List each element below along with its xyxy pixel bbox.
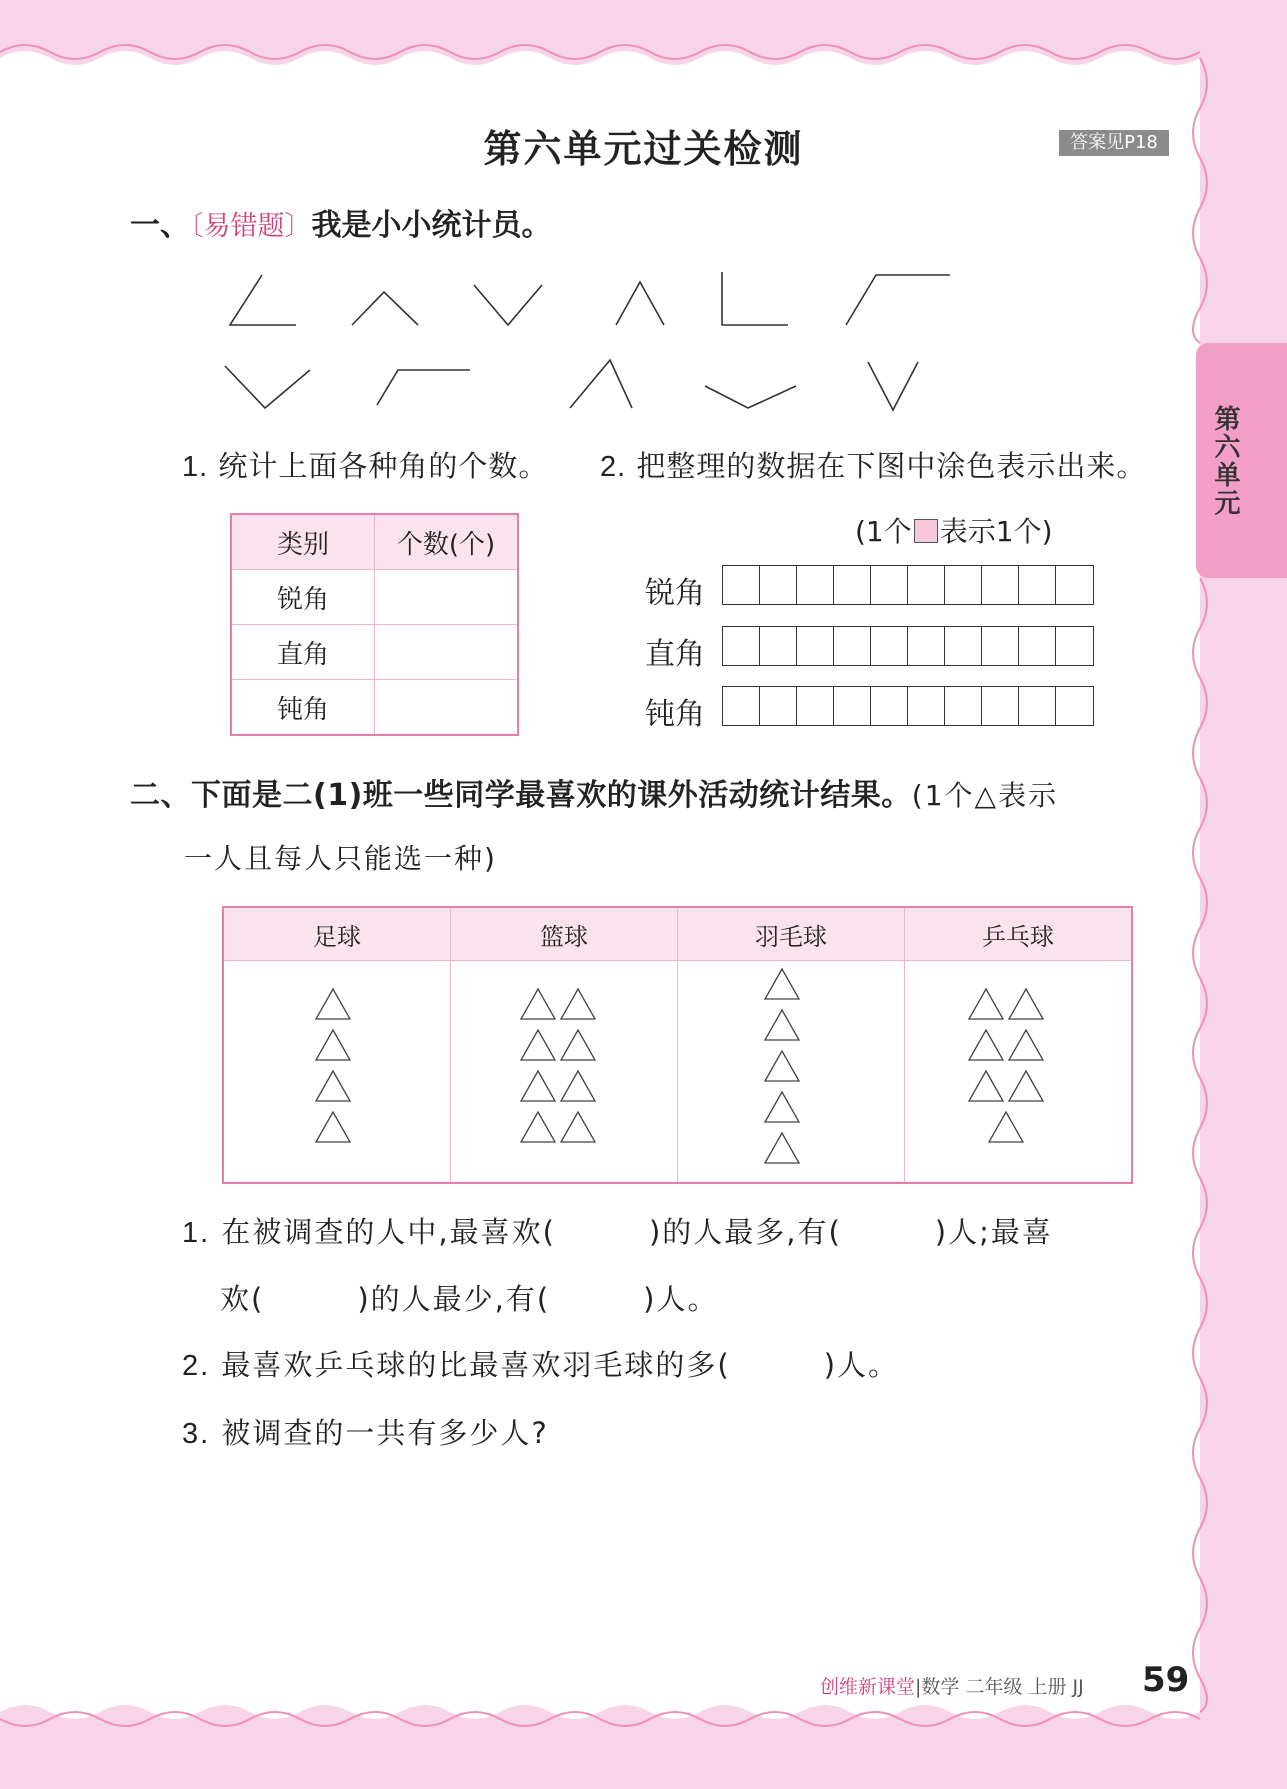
section2-question1 xyxy=(182,1210,1053,1251)
triangle-mark xyxy=(1009,989,1043,1019)
page-number: 59 xyxy=(1142,1660,1190,1700)
row-label: 锐角 xyxy=(231,570,375,625)
table-header: 乒乓球 xyxy=(905,907,1133,961)
triangle-mark xyxy=(765,1133,799,1163)
triangle-mark xyxy=(561,989,595,1019)
legend-text-after: 表示1个) xyxy=(939,515,1053,548)
triangle-mark xyxy=(1009,1030,1043,1060)
table-header: 类别 xyxy=(231,514,375,570)
question-number: 1. xyxy=(182,451,209,483)
legend-text-before: (1个 xyxy=(855,515,912,548)
triangle-mark xyxy=(316,1030,350,1060)
section2-question1-line2: 欢( )的人最少,有( )人。 xyxy=(220,1282,719,1316)
section2-title: 下面是二(1)班一些同学最喜欢的课外活动统计结果。 xyxy=(191,778,912,813)
section2-question2 xyxy=(182,1343,899,1384)
triangle-mark xyxy=(316,989,350,1019)
triangle-mark xyxy=(969,1030,1003,1060)
question-text: 在被调查的人中,最喜欢( )的人最多,有( )人;最喜 xyxy=(221,1215,1053,1249)
triangle-mark xyxy=(521,1112,555,1142)
answer-reference: 答案见P18 xyxy=(1059,130,1169,156)
grid-row-label: 直角 xyxy=(645,637,705,672)
question-text: 最喜欢乒乓球的比最喜欢羽毛球的多( )人。 xyxy=(221,1348,900,1382)
section1-prefix: 一、 xyxy=(130,208,190,243)
triangle-mark xyxy=(989,1112,1023,1142)
section2-question3 xyxy=(182,1411,549,1452)
error-prone-tag: 〔易错题〕 xyxy=(190,211,312,242)
table-header: 足球 xyxy=(223,907,451,961)
table-header: 个数(个) xyxy=(375,514,519,570)
section2-prefix: 二、 xyxy=(130,778,191,813)
row-label: 钝角 xyxy=(231,680,375,736)
row-label: 直角 xyxy=(231,625,375,680)
triangle-mark xyxy=(316,1112,350,1142)
footer-book-info: |数学 二年级 上册 JJ xyxy=(915,1676,1084,1698)
question-text: 统计上面各种角的个数。 xyxy=(218,449,549,483)
section1-title: 我是小小统计员。 xyxy=(311,208,552,243)
section2-note: (1个△表示 xyxy=(911,779,1059,812)
question-number: 2. xyxy=(182,1350,211,1382)
triangle-mark xyxy=(765,1092,799,1122)
footer-brand: 创维新课堂 xyxy=(820,1676,916,1698)
question-text: 把整理的数据在下图中涂色表示出来。 xyxy=(636,449,1147,483)
table-header: 羽毛球 xyxy=(678,907,905,961)
triangle-mark xyxy=(521,1071,555,1101)
triangle-mark xyxy=(521,1030,555,1060)
triangle-mark xyxy=(765,1051,799,1081)
question-number: 1. xyxy=(182,1217,211,1249)
triangle-mark xyxy=(1009,1071,1043,1101)
grid-row-label: 锐角 xyxy=(645,576,705,611)
question-number: 2. xyxy=(600,451,627,483)
triangle-mark xyxy=(521,989,555,1019)
section2-heading-line2: 一人且每人只能选一种) xyxy=(184,842,497,875)
question-text: 被调查的一共有多少人? xyxy=(221,1416,549,1450)
triangle-mark xyxy=(561,1071,595,1101)
page-title: 第六单元过关检测 xyxy=(483,127,804,171)
triangle-mark xyxy=(969,989,1003,1019)
triangle-mark xyxy=(561,1112,595,1142)
table-header: 篮球 xyxy=(451,907,678,961)
triangle-mark xyxy=(561,1030,595,1060)
triangle-mark xyxy=(969,1071,1003,1101)
triangle-mark xyxy=(765,1010,799,1040)
grid-row-label: 钝角 xyxy=(645,697,705,732)
unit-side-tab-label: 第六单元 xyxy=(1210,405,1240,517)
question-number: 3. xyxy=(182,1418,211,1450)
footer xyxy=(820,1672,1084,1699)
triangle-mark xyxy=(316,1071,350,1101)
triangle-mark xyxy=(765,969,799,999)
